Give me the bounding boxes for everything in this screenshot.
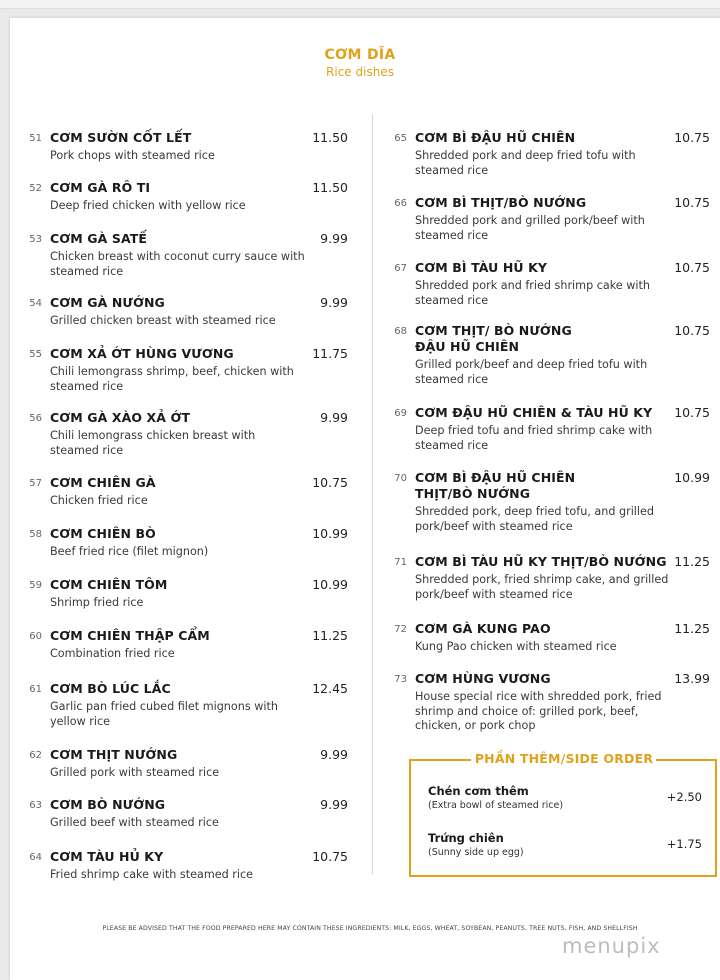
item-description: Grilled pork with steamed rice — [50, 766, 220, 779]
item-name: CƠM BÌ ĐẬU HŨ CHIÊN — [415, 130, 576, 145]
watermark-logo: menupix — [562, 934, 661, 958]
item-number: 72 — [394, 624, 407, 635]
item-name: CƠM GÀ XÀO XẢ ỚT — [50, 410, 191, 425]
allergen-disclaimer: PLEASE BE ADVISED THAT THE FOOD PREPARED HERE MAY CONTAIN THESE INGREDIENTS: MILK, EGGS, WHEAT, SOYBEAN, PEANUTS, TREE NUTS, FISH, AND SHELLFISH — [102, 925, 638, 932]
item-name: CƠM GÀ RÔ TI — [50, 180, 151, 195]
side-order-box — [409, 759, 717, 877]
item-name: CƠM BÌ ĐẬU HŨ CHIÊN THỊT/BÒ NƯỚNG — [415, 470, 576, 501]
item-price: 10.75 — [312, 849, 348, 864]
item-name: CƠM XẢ ỚT HÙNG VƯƠNG — [50, 346, 234, 361]
side-item-name: Chén cơm thêm — [428, 784, 529, 798]
item-number: 70 — [394, 473, 407, 484]
item-name: CƠM GÀ NƯỚNG — [50, 295, 165, 310]
item-price: 12.45 — [312, 681, 348, 696]
item-number: 63 — [29, 800, 42, 811]
item-price: 10.75 — [674, 405, 710, 420]
section-title: CƠM DĨA — [324, 47, 396, 63]
section-subtitle: Rice dishes — [326, 65, 394, 79]
item-price: 10.75 — [674, 130, 710, 145]
item-price: 9.99 — [320, 295, 348, 310]
item-number: 59 — [29, 580, 42, 591]
item-number: 65 — [394, 133, 407, 144]
item-description: Chili lemongrass chicken breast with steamed rice — [50, 429, 256, 457]
item-price: 13.99 — [674, 671, 710, 686]
item-price: 10.99 — [312, 526, 348, 541]
side-order-title: PHẦN THÊM/SIDE ORDER — [474, 751, 654, 766]
item-price: 10.99 — [312, 577, 348, 592]
item-number: 71 — [394, 557, 407, 568]
item-name: CƠM THỊT/ BÒ NƯỚNG ĐẬU HŨ CHIÊN — [415, 323, 572, 354]
item-price: 11.50 — [312, 130, 348, 145]
item-name: CƠM CHIÊN BÒ — [50, 526, 156, 541]
item-description: House special rice with shredded pork, fried shrimp and choice of: grilled pork, beef, chicken, or pork chop — [415, 690, 662, 732]
item-name: CƠM BÌ TÀU HŨ KY THỊT/BÒ NƯỚNG — [415, 554, 667, 569]
item-number: 61 — [29, 684, 42, 695]
item-description: Chicken fried rice — [50, 494, 148, 507]
item-name: CƠM BÌ TÀU HŨ KY — [415, 260, 548, 275]
item-number: 57 — [29, 478, 42, 489]
item-name: CƠM BÒ NƯỚNG — [50, 797, 166, 812]
item-description: Shredded pork, fried shrimp cake, and grilled pork/beef with steamed rice — [415, 573, 669, 601]
item-name: CƠM GÀ SATẾ — [50, 231, 148, 246]
side-item-price: +2.50 — [666, 790, 702, 804]
item-description: Garlic pan fried cubed filet mignons with yellow rice — [50, 700, 278, 728]
item-number: 64 — [29, 852, 42, 863]
side-item-name: Trứng chiên — [428, 831, 504, 845]
item-price: 11.75 — [312, 346, 348, 361]
side-item-description: (Extra bowl of steamed rice) — [428, 800, 564, 811]
item-description: Fried shrimp cake with steamed rice — [50, 868, 254, 881]
item-price: 9.99 — [320, 797, 348, 812]
item-number: 73 — [394, 674, 407, 685]
item-description: Grilled chicken breast with steamed rice — [50, 314, 276, 327]
item-number: 54 — [29, 298, 42, 309]
item-number: 66 — [394, 198, 407, 209]
item-number: 60 — [29, 631, 42, 642]
item-description: Beef fried rice (filet mignon) — [50, 545, 209, 558]
item-number: 51 — [29, 133, 42, 144]
side-item-price: +1.75 — [666, 837, 702, 851]
item-name: CƠM CHIÊN TÔM — [50, 577, 168, 592]
item-price: 11.50 — [312, 180, 348, 195]
item-price: 9.99 — [320, 747, 348, 762]
item-number: 62 — [29, 750, 42, 761]
item-name: CƠM BÒ LÚC LẮC — [50, 681, 171, 696]
column-divider — [372, 114, 373, 874]
item-price: 9.99 — [320, 410, 348, 425]
item-price: 10.75 — [674, 260, 710, 275]
item-description: Chili lemongrass shrimp, beef, chicken with steamed rice — [50, 365, 294, 393]
item-number: 68 — [394, 326, 407, 337]
item-description: Shredded pork and grilled pork/beef with steamed rice — [415, 214, 645, 242]
item-number: 58 — [29, 529, 42, 540]
side-order-item — [428, 831, 708, 858]
item-name: CƠM BÌ THỊT/BÒ NƯỚNG — [415, 195, 587, 210]
item-description: Grilled pork/beef and deep fried tofu with steamed rice — [415, 358, 648, 386]
item-name: CƠM CHIÊN GÀ — [50, 475, 156, 490]
item-number: 56 — [29, 413, 42, 424]
item-description: Kung Pao chicken with steamed rice — [415, 640, 617, 653]
item-price: 9.99 — [320, 231, 348, 246]
item-name: CƠM HÙNG VƯƠNG — [415, 671, 551, 686]
item-description: Chicken breast with coconut curry sauce with steamed rice — [50, 250, 305, 278]
item-price: 10.99 — [674, 470, 710, 485]
item-number: 67 — [394, 263, 407, 274]
item-description: Deep fried chicken with yellow rice — [50, 199, 246, 212]
item-number: 53 — [29, 234, 42, 245]
item-price: 10.75 — [674, 323, 710, 338]
item-description: Grilled beef with steamed rice — [50, 816, 219, 829]
item-price: 11.25 — [674, 554, 710, 569]
item-description: Shredded pork, deep fried tofu, and grilled pork/beef with steamed rice — [415, 505, 655, 533]
item-name: CƠM ĐẬU HŨ CHIÊN & TÀU HŨ KY — [415, 405, 653, 420]
item-name: CƠM CHIÊN THẬP CẨM — [50, 628, 210, 643]
item-price: 11.25 — [674, 621, 710, 636]
side-item-description: (Sunny side up egg) — [428, 847, 524, 858]
item-description: Shredded pork and fried shrimp cake with steamed rice — [415, 279, 650, 307]
item-description: Pork chops with steamed rice — [50, 149, 215, 162]
item-name: CƠM TÀU HỦ KY — [50, 849, 164, 864]
item-price: 11.25 — [312, 628, 348, 643]
item-price: 10.75 — [312, 475, 348, 490]
item-description: Shredded pork and deep fried tofu with steamed rice — [415, 149, 636, 177]
item-description: Deep fried tofu and fried shrimp cake with steamed rice — [415, 424, 653, 452]
item-price: 10.75 — [674, 195, 710, 210]
side-order-item — [428, 784, 708, 811]
top-strip — [0, 0, 720, 9]
item-name: CƠM THỊT NƯỚNG — [50, 747, 178, 762]
item-name: CƠM SƯỜN CỐT LẾT — [50, 130, 192, 145]
item-number: 55 — [29, 349, 42, 360]
item-number: 69 — [394, 408, 407, 419]
item-description: Shrimp fried rice — [50, 596, 144, 609]
item-number: 52 — [29, 183, 42, 194]
item-name: CƠM GÀ KUNG PAO — [415, 621, 551, 636]
item-description: Combination fried rice — [50, 647, 175, 660]
